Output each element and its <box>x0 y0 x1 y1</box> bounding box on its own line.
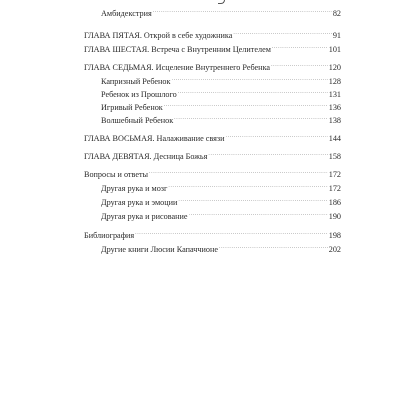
toc-entry-title: ГЛАВА ПЯТАЯ. Открой в себе художника <box>84 31 233 40</box>
toc-entry-title: Другая рука и эмоции <box>101 198 178 207</box>
dot-leader <box>233 27 331 38</box>
toc-entry-page: 101 <box>328 45 341 54</box>
toc-entry-title: ГЛАВА ВОСЬМАЯ. Налаживание связи <box>84 134 225 143</box>
dot-leader <box>271 59 328 70</box>
toc-entry-title: ГЛАВА ДЕВЯТАЯ. Десница Божья <box>84 152 208 161</box>
toc-entry-page: 82 <box>332 9 341 18</box>
dot-leader <box>153 5 332 16</box>
toc-entry-page: 144 <box>328 134 341 143</box>
toc-entry-title: Ребенок из Прошлого <box>101 90 177 99</box>
toc-entry-chapter-nine <box>84 148 341 159</box>
dot-leader <box>174 112 328 123</box>
toc-entry-chapter-eight <box>84 130 341 141</box>
dot-leader <box>168 180 327 191</box>
toc-entry-capricious-child <box>101 73 341 84</box>
toc-entry-child-from-past <box>101 86 341 97</box>
toc-entry-title: Библиография <box>84 231 135 240</box>
toc-entry-title: Капризный Ребенок <box>101 77 171 86</box>
dot-leader <box>226 130 328 141</box>
dot-leader <box>178 86 328 97</box>
toc-entry-chapter-seven <box>84 59 341 70</box>
toc-entry-title: ГЛАВА ШЕСТАЯ. Встреча с Внутренним Целителем <box>84 45 271 54</box>
dot-leader <box>164 99 328 110</box>
dot-leader <box>149 166 328 177</box>
toc-entry-page: 128 <box>328 77 341 86</box>
toc-entry-questions-answers <box>84 166 341 177</box>
toc-entry-ambidexterity <box>101 5 341 16</box>
toc-entry-title: ГЛАВА СЕДЬМАЯ. Исцеление Внутреннего Ребенка <box>84 63 271 72</box>
toc-entry-title: Амбидекстрия <box>101 9 152 18</box>
toc-entry-magic-child <box>101 112 341 123</box>
toc-entry-playful-child <box>101 99 341 110</box>
toc-entry-page: 91 <box>332 31 341 40</box>
toc-entry-other-hand-emotions <box>101 194 341 205</box>
toc-entry-page: 120 <box>328 63 341 72</box>
toc-entry-page: 172 <box>328 184 341 193</box>
toc-entry-page: 202 <box>328 245 341 254</box>
toc-entry-page: 190 <box>328 212 341 221</box>
toc-entry-other-hand-drawing <box>101 208 341 219</box>
dot-leader <box>172 73 328 84</box>
toc-entry-title: Вопросы и ответы <box>84 170 149 179</box>
dot-leader <box>219 241 328 252</box>
toc-entry-page: 158 <box>328 152 341 161</box>
dot-leader <box>208 148 327 159</box>
toc-entry-chapter-five <box>84 27 341 38</box>
toc-entry-title: Другая рука и мозг <box>101 184 168 193</box>
toc-entry-page: 172 <box>328 170 341 179</box>
cut-off-text-fragment <box>218 0 225 4</box>
toc-entry-page: 131 <box>328 90 341 99</box>
toc-entry-title: Волшебный Ребенок <box>101 116 174 125</box>
toc-entry-bibliography <box>84 227 341 238</box>
toc-entry-other-books <box>101 241 341 252</box>
toc-entry-page: 138 <box>328 116 341 125</box>
toc-entry-title: Другие книги Люсии Капаччионе <box>101 245 219 254</box>
toc-entry-page: 198 <box>328 231 341 240</box>
dot-leader <box>272 41 328 52</box>
toc-entry-page: 136 <box>328 103 341 112</box>
dot-leader <box>178 194 327 205</box>
toc-entry-title: Другая рука и рисование <box>101 212 188 221</box>
dot-leader <box>135 227 328 238</box>
dot-leader <box>189 208 328 219</box>
toc-entry-page: 186 <box>328 198 341 207</box>
toc-entry-chapter-six <box>84 41 341 52</box>
toc-entry-title: Игривый Ребенок <box>101 103 163 112</box>
toc-entry-other-hand-brain <box>101 180 341 191</box>
